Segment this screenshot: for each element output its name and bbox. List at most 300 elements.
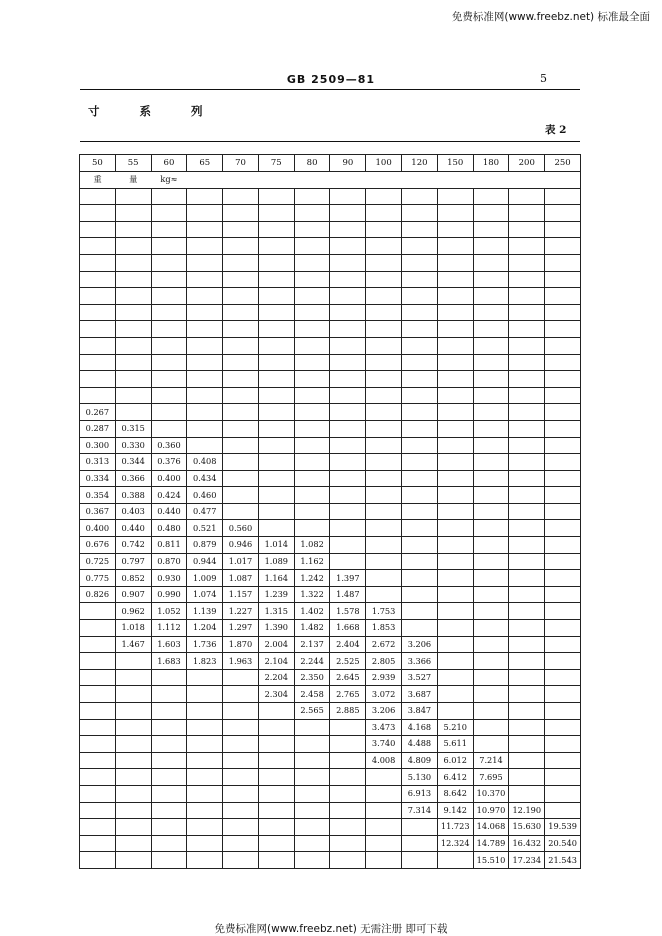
table-cell xyxy=(545,404,581,421)
table-cell xyxy=(437,470,473,487)
table-cell: 1.242 xyxy=(294,570,330,587)
table-cell: 0.434 xyxy=(187,470,223,487)
table-cell xyxy=(151,221,187,238)
table-cell xyxy=(258,354,294,371)
table-cell xyxy=(402,254,438,271)
table-cell: 1.009 xyxy=(187,570,223,587)
table-cell xyxy=(151,669,187,686)
table-cell xyxy=(187,254,223,271)
table-cell xyxy=(223,703,259,720)
table-cell: 1.668 xyxy=(330,620,366,637)
table-cell xyxy=(437,288,473,305)
table-cell xyxy=(509,254,545,271)
table-cell xyxy=(366,205,402,222)
table-cell xyxy=(366,852,402,869)
header-cell: 90 xyxy=(330,155,366,172)
table-cell xyxy=(223,835,259,852)
table-cell xyxy=(223,852,259,869)
table-cell xyxy=(80,852,116,869)
table-cell xyxy=(402,387,438,404)
table-cell xyxy=(294,221,330,238)
table-cell: 0.907 xyxy=(115,586,151,603)
table-cell xyxy=(509,321,545,338)
table-cell: 1.753 xyxy=(366,603,402,620)
header-rule xyxy=(80,89,580,90)
table-cell: 2.350 xyxy=(294,669,330,686)
table-cell xyxy=(330,785,366,802)
table-cell: 7.695 xyxy=(473,769,509,786)
table-cell xyxy=(330,520,366,537)
table-cell xyxy=(366,586,402,603)
table-cell xyxy=(80,387,116,404)
table-cell xyxy=(80,288,116,305)
table-row xyxy=(80,852,581,869)
table-cell: 7.214 xyxy=(473,752,509,769)
table-cell xyxy=(151,752,187,769)
table-cell: 1.162 xyxy=(294,553,330,570)
table-cell xyxy=(151,288,187,305)
table-cell xyxy=(509,487,545,504)
table-cell xyxy=(115,404,151,421)
table-cell xyxy=(473,620,509,637)
table-cell: 2.304 xyxy=(258,686,294,703)
table-cell xyxy=(437,321,473,338)
table-cell: 1.853 xyxy=(366,620,402,637)
table-cell xyxy=(223,254,259,271)
table-cell xyxy=(80,686,116,703)
table-cell xyxy=(330,736,366,753)
table-cell: 1.082 xyxy=(294,537,330,554)
unit-cell xyxy=(473,172,509,189)
table-cell xyxy=(294,470,330,487)
table-cell: 0.287 xyxy=(80,420,116,437)
table-cell xyxy=(473,437,509,454)
table-row xyxy=(80,221,581,238)
table-cell xyxy=(115,653,151,670)
table-cell xyxy=(223,736,259,753)
table-cell xyxy=(545,454,581,471)
table-cell xyxy=(187,736,223,753)
table-cell xyxy=(473,254,509,271)
table-cell xyxy=(473,321,509,338)
table-row xyxy=(80,371,581,388)
table-cell xyxy=(366,304,402,321)
table-cell xyxy=(330,752,366,769)
table-cell xyxy=(437,437,473,454)
table-cell xyxy=(402,371,438,388)
table-cell: 5.611 xyxy=(437,736,473,753)
table-cell xyxy=(223,321,259,338)
table-cell xyxy=(115,703,151,720)
table-cell xyxy=(509,752,545,769)
table-cell xyxy=(545,570,581,587)
table-cell xyxy=(258,221,294,238)
table-cell xyxy=(473,271,509,288)
table-cell xyxy=(151,238,187,255)
table-cell: 0.267 xyxy=(80,404,116,421)
table-cell xyxy=(115,752,151,769)
table-cell xyxy=(366,437,402,454)
table-cell xyxy=(258,387,294,404)
table-cell xyxy=(437,669,473,686)
table-cell: 0.403 xyxy=(115,503,151,520)
table-cell: 14.068 xyxy=(473,819,509,836)
table-cell xyxy=(151,271,187,288)
header-cell: 75 xyxy=(258,155,294,172)
table-cell xyxy=(509,520,545,537)
table-row xyxy=(80,321,581,338)
table-cell: 4.168 xyxy=(402,719,438,736)
table-cell xyxy=(437,703,473,720)
table-cell xyxy=(545,719,581,736)
table-cell: 3.527 xyxy=(402,669,438,686)
table-cell xyxy=(437,454,473,471)
table-row xyxy=(80,503,581,520)
table-cell xyxy=(545,603,581,620)
table-cell xyxy=(80,819,116,836)
table-cell xyxy=(509,686,545,703)
header-cell: 80 xyxy=(294,155,330,172)
table-cell: 0.944 xyxy=(187,553,223,570)
table-cell xyxy=(294,802,330,819)
table-cell xyxy=(258,719,294,736)
table-cell xyxy=(366,221,402,238)
table-cell xyxy=(294,437,330,454)
table-cell xyxy=(151,769,187,786)
table-cell xyxy=(115,802,151,819)
table-cell xyxy=(223,470,259,487)
table-cell: 0.400 xyxy=(151,470,187,487)
table-cell xyxy=(402,835,438,852)
table-cell: 3.740 xyxy=(366,736,402,753)
table-cell xyxy=(545,470,581,487)
table-cell xyxy=(330,553,366,570)
weight-table xyxy=(79,154,581,869)
unit-cell: kg≈ xyxy=(151,172,187,189)
table-cell: 0.300 xyxy=(80,437,116,454)
table-cell xyxy=(509,337,545,354)
table-row xyxy=(80,238,581,255)
table-cell xyxy=(545,321,581,338)
table-cell: 0.742 xyxy=(115,537,151,554)
table-cell xyxy=(258,321,294,338)
table-cell xyxy=(223,454,259,471)
table-cell xyxy=(151,686,187,703)
table-row xyxy=(80,404,581,421)
table-cell xyxy=(509,205,545,222)
table-row xyxy=(80,288,581,305)
table-cell: 0.334 xyxy=(80,470,116,487)
table-cell: 2.565 xyxy=(294,703,330,720)
table-cell xyxy=(187,371,223,388)
table-cell xyxy=(545,304,581,321)
table-cell xyxy=(437,205,473,222)
table-cell xyxy=(294,321,330,338)
table-row xyxy=(80,586,581,603)
table-cell xyxy=(402,304,438,321)
table-cell xyxy=(258,802,294,819)
table-cell xyxy=(437,354,473,371)
table-cell: 3.366 xyxy=(402,653,438,670)
table-cell xyxy=(402,586,438,603)
table-cell xyxy=(294,719,330,736)
table-cell xyxy=(402,420,438,437)
table-cell xyxy=(509,271,545,288)
table-cell xyxy=(509,420,545,437)
table-cell xyxy=(258,785,294,802)
table-cell xyxy=(509,404,545,421)
table-cell: 17.234 xyxy=(509,852,545,869)
table-cell: 0.440 xyxy=(151,503,187,520)
table-cell xyxy=(330,304,366,321)
unit-cell: 重 xyxy=(80,172,116,189)
table-cell xyxy=(258,205,294,222)
table-cell xyxy=(473,636,509,653)
table-cell xyxy=(294,769,330,786)
table-cell xyxy=(80,669,116,686)
table-cell: 1.390 xyxy=(258,620,294,637)
table-cell xyxy=(151,188,187,205)
table-cell xyxy=(402,337,438,354)
table-cell xyxy=(366,785,402,802)
table-cell xyxy=(330,354,366,371)
table-cell xyxy=(115,337,151,354)
table-row xyxy=(80,553,581,570)
table-cell xyxy=(402,454,438,471)
header-cell: 120 xyxy=(402,155,438,172)
table-cell: 1.087 xyxy=(223,570,259,587)
table-cell xyxy=(151,719,187,736)
table-cell xyxy=(115,719,151,736)
table-cell: 1.823 xyxy=(187,653,223,670)
table-row xyxy=(80,603,581,620)
table-cell xyxy=(402,354,438,371)
table-cell: 1.487 xyxy=(330,586,366,603)
table-cell xyxy=(330,802,366,819)
table-cell xyxy=(80,703,116,720)
table-cell: 1.239 xyxy=(258,586,294,603)
table-cell xyxy=(80,321,116,338)
table-cell xyxy=(223,669,259,686)
table-cell xyxy=(330,221,366,238)
table-cell: 21.543 xyxy=(545,852,581,869)
table-cell xyxy=(330,321,366,338)
table-cell xyxy=(330,454,366,471)
unit-row xyxy=(80,172,581,189)
table-cell: 6.412 xyxy=(437,769,473,786)
table-cell xyxy=(545,752,581,769)
table-row xyxy=(80,454,581,471)
table-cell: 1.204 xyxy=(187,620,223,637)
table-cell: 16.432 xyxy=(509,835,545,852)
table-cell: 1.482 xyxy=(294,620,330,637)
table-cell xyxy=(80,620,116,637)
table-cell: 1.089 xyxy=(258,553,294,570)
unit-cell: 量 xyxy=(115,172,151,189)
table-cell: 2.244 xyxy=(294,653,330,670)
table-cell xyxy=(115,254,151,271)
table-cell xyxy=(258,470,294,487)
table-cell: 0.560 xyxy=(223,520,259,537)
table-cell xyxy=(366,570,402,587)
table-cell: 2.645 xyxy=(330,669,366,686)
header-cell: 50 xyxy=(80,155,116,172)
table-cell xyxy=(509,188,545,205)
table-cell xyxy=(509,570,545,587)
table-cell xyxy=(545,669,581,686)
unit-cell xyxy=(330,172,366,189)
table-cell xyxy=(223,387,259,404)
table-cell: 1.603 xyxy=(151,636,187,653)
table-cell xyxy=(437,254,473,271)
table-cell xyxy=(223,785,259,802)
table-cell xyxy=(330,852,366,869)
table-cell xyxy=(258,852,294,869)
table-cell xyxy=(80,304,116,321)
table-cell xyxy=(294,736,330,753)
table-cell xyxy=(545,736,581,753)
table-cell xyxy=(294,188,330,205)
table-cell xyxy=(509,304,545,321)
table-cell: 10.370 xyxy=(473,785,509,802)
table-cell xyxy=(80,653,116,670)
table-cell xyxy=(509,719,545,736)
table-cell xyxy=(187,387,223,404)
table-cell xyxy=(437,371,473,388)
table-cell xyxy=(545,337,581,354)
table-cell xyxy=(509,537,545,554)
table-cell xyxy=(437,404,473,421)
table-cell xyxy=(330,337,366,354)
table-cell: 4.488 xyxy=(402,736,438,753)
top-banner: 免费标准网(www.freebz.net) 标准最全面 xyxy=(451,11,650,23)
table-cell xyxy=(223,188,259,205)
table-cell xyxy=(545,188,581,205)
table-cell: 2.004 xyxy=(258,636,294,653)
table-row xyxy=(80,354,581,371)
table-cell xyxy=(151,420,187,437)
table-cell xyxy=(115,819,151,836)
table-cell xyxy=(258,736,294,753)
table-cell xyxy=(330,719,366,736)
table-cell xyxy=(330,835,366,852)
table-cell xyxy=(509,553,545,570)
table-cell xyxy=(402,487,438,504)
table-cell xyxy=(223,819,259,836)
table-cell xyxy=(366,520,402,537)
table-cell xyxy=(294,752,330,769)
table-cell: 5.130 xyxy=(402,769,438,786)
table-cell xyxy=(258,254,294,271)
table-cell xyxy=(258,752,294,769)
table-cell xyxy=(437,188,473,205)
table-cell xyxy=(473,205,509,222)
table-cell xyxy=(366,769,402,786)
table-cell: 2.885 xyxy=(330,703,366,720)
table-cell xyxy=(545,802,581,819)
table-cell: 0.811 xyxy=(151,537,187,554)
table-cell xyxy=(402,271,438,288)
table-cell xyxy=(187,819,223,836)
header-cell: 70 xyxy=(223,155,259,172)
table-cell xyxy=(115,736,151,753)
table-cell xyxy=(151,852,187,869)
table-row xyxy=(80,653,581,670)
table-cell xyxy=(437,686,473,703)
table-cell xyxy=(223,354,259,371)
table-cell: 0.676 xyxy=(80,537,116,554)
table-row xyxy=(80,337,581,354)
table-cell xyxy=(151,835,187,852)
table-cell: 3.206 xyxy=(402,636,438,653)
table-cell xyxy=(80,271,116,288)
table-cell xyxy=(294,288,330,305)
table-cell xyxy=(437,603,473,620)
table-cell: 0.344 xyxy=(115,454,151,471)
table-cell xyxy=(509,636,545,653)
table-cell xyxy=(223,752,259,769)
table-cell xyxy=(187,437,223,454)
table-cell: 1.578 xyxy=(330,603,366,620)
table-cell xyxy=(509,387,545,404)
table-cell xyxy=(509,354,545,371)
table-cell xyxy=(366,835,402,852)
table-row xyxy=(80,752,581,769)
table-cell xyxy=(258,420,294,437)
table-cell xyxy=(402,819,438,836)
table-cell xyxy=(402,852,438,869)
table-cell xyxy=(330,254,366,271)
table-cell xyxy=(187,686,223,703)
table-cell xyxy=(473,454,509,471)
table-cell: 4.809 xyxy=(402,752,438,769)
table-cell xyxy=(151,736,187,753)
table-cell xyxy=(437,487,473,504)
table-cell xyxy=(223,304,259,321)
table-cell xyxy=(223,371,259,388)
unit-cell xyxy=(509,172,545,189)
table-cell xyxy=(366,487,402,504)
table-cell: 0.775 xyxy=(80,570,116,587)
table-cell: 4.008 xyxy=(366,752,402,769)
table-cell: 15.510 xyxy=(473,852,509,869)
table-cell xyxy=(187,404,223,421)
table-cell xyxy=(509,620,545,637)
table-cell xyxy=(330,819,366,836)
table-cell xyxy=(115,238,151,255)
table-cell xyxy=(223,802,259,819)
table-cell xyxy=(509,586,545,603)
table-cell xyxy=(473,570,509,587)
table-cell xyxy=(437,636,473,653)
table-cell: 1.157 xyxy=(223,586,259,603)
table-cell xyxy=(437,537,473,554)
table-cell xyxy=(223,437,259,454)
table-cell xyxy=(187,238,223,255)
table-cell xyxy=(330,487,366,504)
table-cell xyxy=(545,271,581,288)
table-cell xyxy=(294,520,330,537)
table-cell xyxy=(473,553,509,570)
table-cell xyxy=(294,304,330,321)
table-row xyxy=(80,785,581,802)
table-cell xyxy=(473,304,509,321)
table-cell xyxy=(223,503,259,520)
table-row xyxy=(80,636,581,653)
table-cell xyxy=(187,785,223,802)
table-cell xyxy=(545,288,581,305)
table-cell xyxy=(115,669,151,686)
